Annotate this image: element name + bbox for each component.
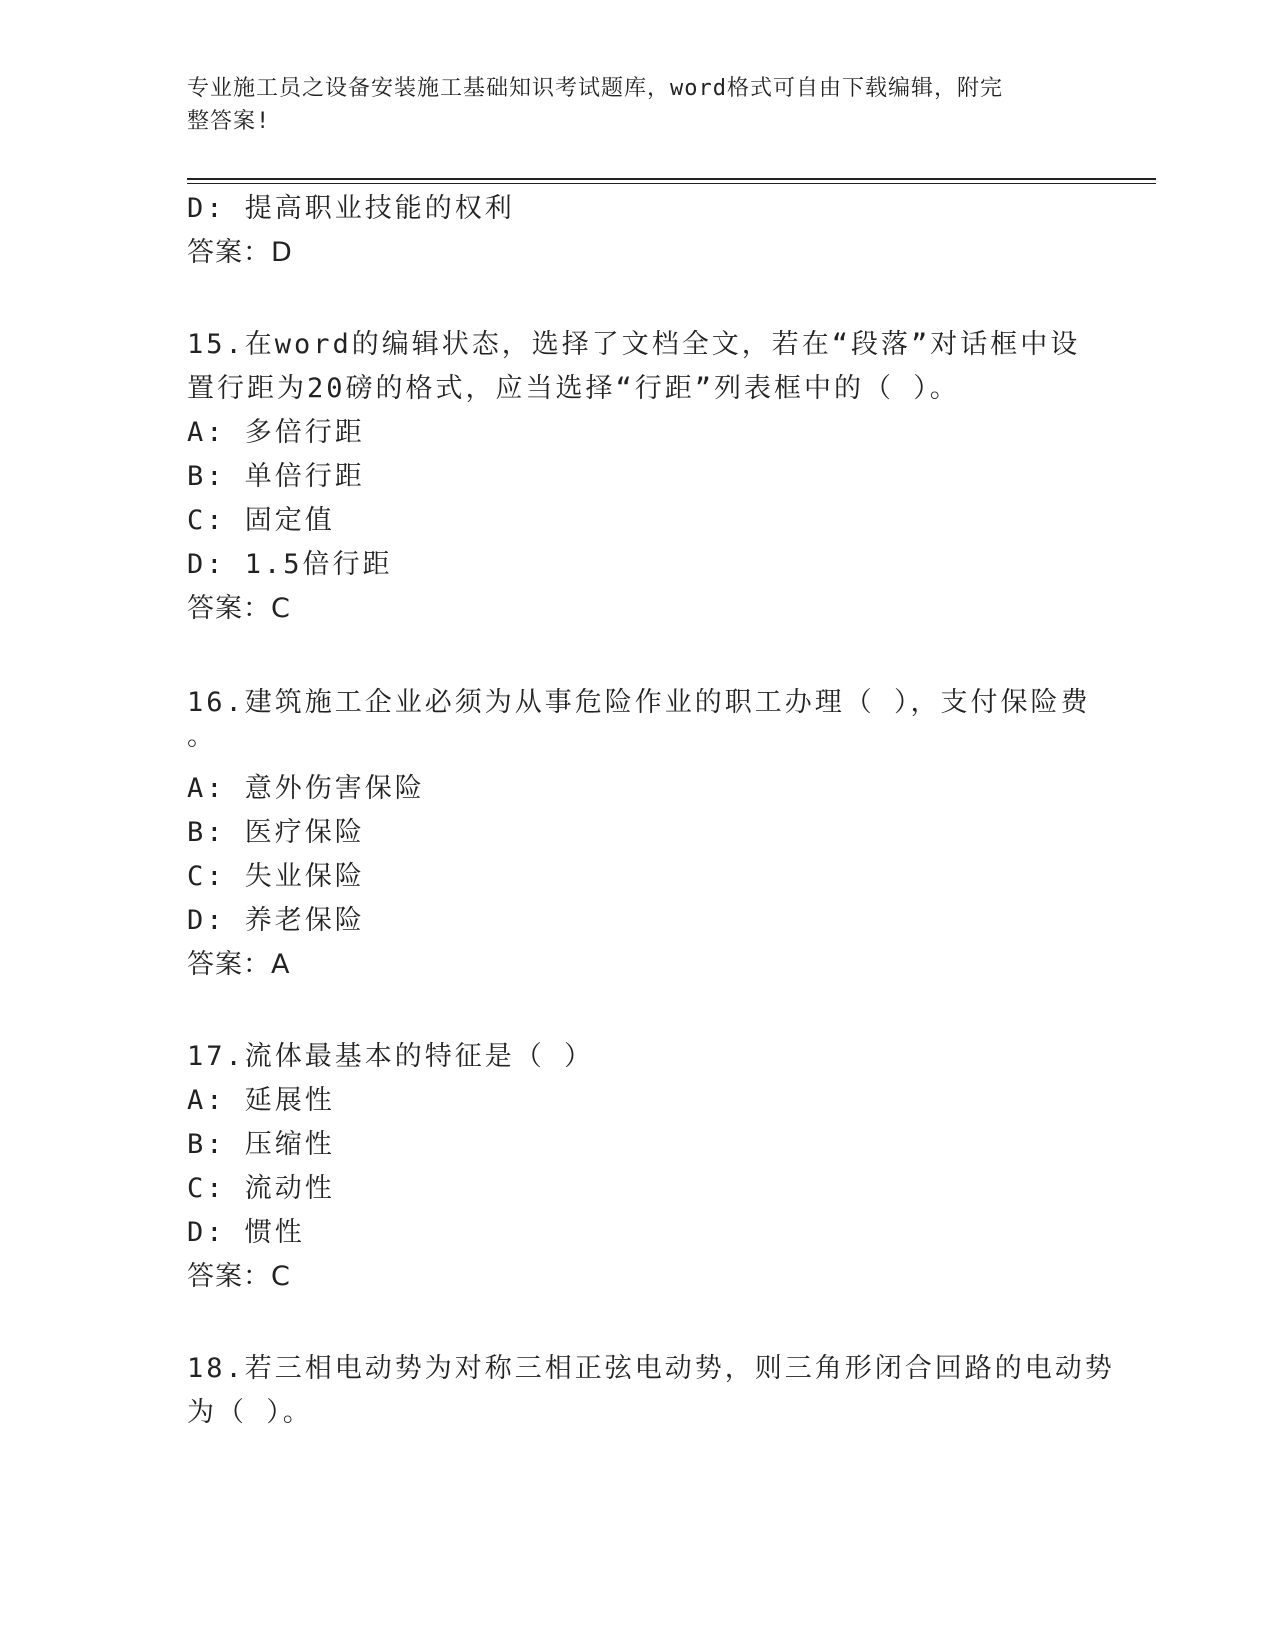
question-17-answer: 答案：C — [187, 1261, 291, 1292]
header-line-1: 专业施工员之设备安装施工基础知识考试题库，word格式可自由下载编辑，附完 — [187, 76, 1003, 101]
question-17-option-b: B: 压缩性 — [187, 1129, 335, 1160]
question-17-option-a: A: 延展性 — [187, 1085, 335, 1116]
question-17-option-c: C: 流动性 — [187, 1173, 335, 1204]
question-18-stem: 18.若三相电动势为对称三相正弦电动势，则三角形闭合回路的电动势 — [187, 1353, 1115, 1384]
question-15-answer: 答案：C — [187, 593, 291, 624]
question-16-stem: 16.建筑施工企业必须为从事危险作业的职工办理（ ），支付保险费 — [187, 687, 1091, 718]
option-d: D: 提高职业技能的权利 — [187, 193, 515, 224]
question-17-option-d: D: 惯性 — [187, 1217, 305, 1248]
header-line-2: 整答案! — [187, 109, 271, 134]
question-16-stem-cont: 。 — [187, 721, 217, 752]
document-header — [187, 72, 1067, 138]
question-16-option-c: C: 失业保险 — [187, 861, 365, 892]
question-16-option-a: A: 意外伤害保险 — [187, 773, 425, 804]
question-15-option-c: C: 固定值 — [187, 505, 335, 536]
question-18-stem-cont: 为（ ）。 — [187, 1397, 313, 1428]
question-15-option-a: A: 多倍行距 — [187, 417, 365, 448]
header-divider-thin — [187, 183, 1156, 184]
question-17-stem: 17.流体最基本的特征是（ ） — [187, 1041, 595, 1072]
question-15-stem: 15.在word的编辑状态，选择了文档全文，若在“段落”对话框中设 — [187, 329, 1081, 360]
question-15-stem-cont: 置行距为20磅的格式，应当选择“行距”列表框中的（ ）。 — [187, 373, 960, 404]
header-divider — [187, 178, 1156, 180]
question-16-option-b: B: 医疗保险 — [187, 817, 365, 848]
question-16-answer: 答案：A — [187, 949, 291, 980]
answer-label: 答案：D — [187, 237, 293, 268]
question-16-option-d: D: 养老保险 — [187, 905, 365, 936]
question-15-option-b: B: 单倍行距 — [187, 461, 365, 492]
question-15-option-d: D: 1.5倍行距 — [187, 549, 393, 580]
